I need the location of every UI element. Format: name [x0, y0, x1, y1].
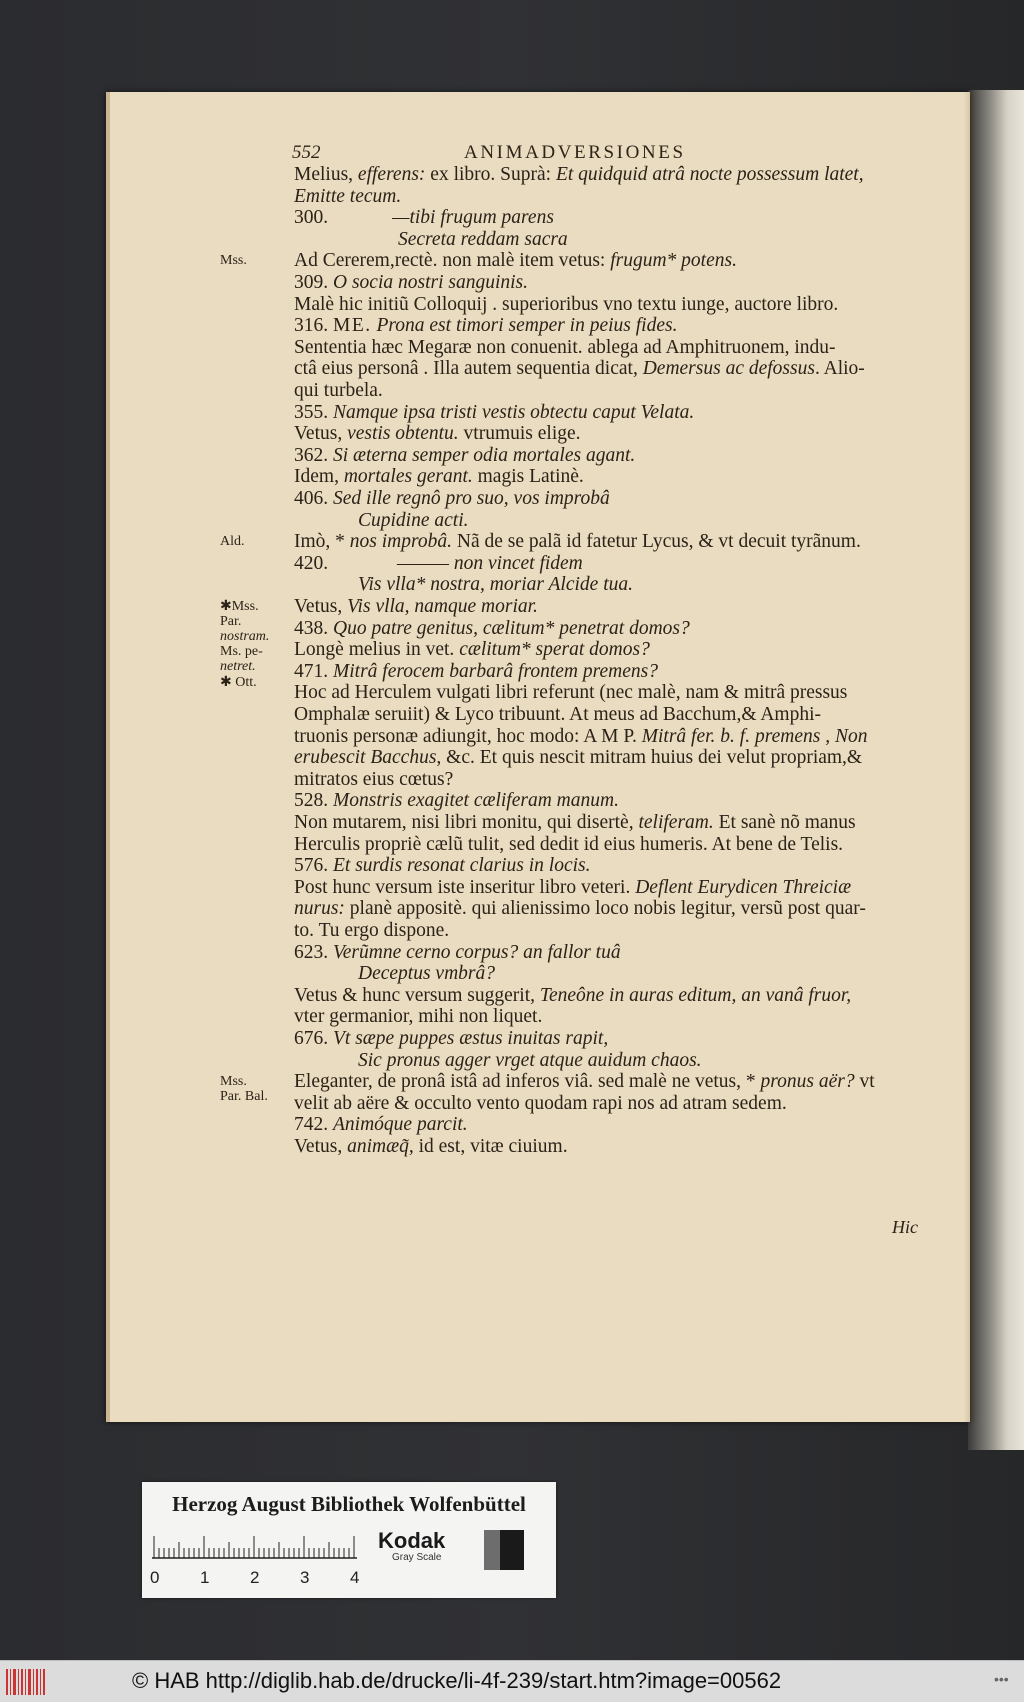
text-segment: Demersus ac defossus — [642, 358, 815, 380]
ruler-number: 0 — [150, 1568, 160, 1587]
kodak-subtitle: Gray Scale — [392, 1552, 442, 1563]
text-line — [294, 466, 584, 488]
text-line — [294, 726, 867, 748]
text-segment: nurus: — [294, 898, 345, 920]
text-segment: Cupidine acti. — [358, 509, 469, 531]
text-line — [294, 358, 865, 380]
text-segment: animæq̃, — [347, 1136, 414, 1157]
text-line — [294, 855, 590, 877]
text-segment: Herculis propriè cælũ tulit, sed dedit id eius humeris. At bene de Telis. — [294, 833, 844, 855]
ruler-number: 3 — [300, 1568, 310, 1587]
text-line — [294, 639, 650, 661]
text-segment: 355. — [294, 401, 333, 423]
text-segment: Secreta reddam sacra — [398, 228, 568, 250]
text-segment: Longè melius in vet. — [294, 639, 460, 661]
text-segment: Malè hic initiũ Colloquij . superioribus vno textu iunge, auctore libro. — [294, 293, 839, 315]
text-segment: Melius, — [294, 164, 358, 185]
running-head: ANIMADVERSIONES — [464, 142, 686, 163]
text-segment: Vis vlla* nostra, moriar Alcide tua. — [358, 574, 633, 596]
text-segment: Et sanè nõ manus — [713, 812, 856, 833]
text-segment: Mitrâ fer. b. f. premens , Non — [641, 725, 868, 747]
text-line — [294, 1006, 542, 1028]
text-line — [294, 337, 836, 359]
text-segment: Namque ipsa tristi vestis obtectu caput Velata. — [333, 401, 695, 423]
text-segment: Vis vlla, namque moriar. — [347, 596, 538, 617]
text-segment: erubescit Bacchus, — [294, 747, 442, 769]
margin-note: ✱ Ott. — [220, 674, 257, 690]
text-segment: Animóque parcit. — [333, 1114, 468, 1136]
text-segment: 528. — [294, 790, 333, 812]
text-line — [294, 380, 383, 402]
text-line — [294, 553, 583, 575]
text-segment: Et quidquid atrâ nocte possessum latet, — [555, 164, 864, 185]
text-segment: Et surdis resonat clarius in locis. — [333, 855, 591, 877]
kodak-logo — [378, 1528, 488, 1568]
text-line — [294, 531, 861, 553]
margin-note: nostram. — [220, 629, 270, 645]
text-line — [294, 315, 677, 337]
text-segment: mortales gerant. — [343, 466, 473, 488]
text-segment: . Alio- — [814, 358, 865, 380]
text-segment: Vetus & hunc versum suggerit, — [294, 984, 540, 1006]
text-line — [294, 1028, 608, 1050]
text-segment: velit ab aëre & occulto vento quodam rapi nos ad atram sedem. — [294, 1092, 787, 1114]
text-segment: vter germanior, mihi non liquet. — [294, 1006, 543, 1028]
text-segment: magis Latinè. — [472, 466, 584, 488]
catchword: Hic — [892, 1217, 918, 1237]
text-segment: Emitte tecum. — [294, 185, 402, 207]
text-segment: Vetus, — [294, 423, 348, 445]
text-line — [294, 812, 856, 834]
text-line — [294, 877, 851, 899]
text-segment: Sed ille regnô pro suo, vos improbâ — [333, 488, 610, 509]
text-segment: 362. — [294, 444, 333, 466]
text-line — [294, 294, 838, 316]
text-segment: qui turbela. — [294, 380, 383, 401]
text-segment: 471. — [294, 660, 333, 682]
text-segment: Eleganter, de pronâ istâ ad inferos viâ. sed malè ne vetus, * — [294, 1071, 761, 1093]
more-options-icon[interactable]: ••• — [994, 1671, 1009, 1687]
margin-note: Par. — [220, 614, 242, 630]
text-segment: O socia nostri sanguinis. — [333, 272, 529, 293]
text-line — [294, 445, 635, 467]
facing-page-edge — [968, 90, 1024, 1450]
text-line — [294, 574, 633, 596]
text-line — [294, 186, 401, 208]
text-segment: nos improbâ. — [349, 531, 453, 553]
text-segment: 576. — [294, 855, 333, 877]
footer-bar — [0, 1660, 1024, 1702]
text-segment: &c. Et quis nescit mitram huius dei velut propriam,& — [441, 747, 863, 769]
ruler-number: 4 — [350, 1568, 360, 1587]
kodak-brand: Kodak — [378, 1528, 446, 1553]
text-segment: teliferam. — [638, 812, 714, 833]
text-segment: Prona est timori semper in peius fides. — [371, 315, 678, 337]
text-segment: 438. — [294, 617, 333, 639]
text-line — [294, 790, 619, 812]
text-segment: Imò, * — [294, 531, 350, 553]
text-segment: to. Tu ergo dispone. — [294, 920, 450, 941]
barcode-icon — [6, 1669, 46, 1695]
text-line — [294, 164, 864, 186]
text-segment: 676. — [294, 1028, 333, 1049]
margin-note: netret. — [220, 659, 256, 675]
text-segment: Omphalæ seruiit) & Lyco tribuunt. At meus ad Bacchum,& Amphi- — [294, 704, 821, 725]
ruler-number: 1 — [200, 1568, 210, 1587]
text-segment: Deceptus vmbrâ? — [358, 963, 496, 985]
text-segment: Quo patre genitus, cælitum* penetrat domos? — [333, 617, 690, 639]
text-segment: Teneône in auras editum, an vanâ fruor, — [539, 984, 852, 1006]
text-segment: Hoc ad Herculem vulgati libri referunt (nec malè, nam & mitrâ pressus — [294, 682, 848, 704]
text-segment: 420. — [294, 552, 333, 574]
text-line — [294, 661, 658, 683]
text-segment: Sententia hæc Megaræ non conuenit. ablega ad Amphitruonem, indu- — [294, 336, 836, 358]
text-segment: cælitum* sperat domos? — [459, 639, 650, 661]
text-segment: Ad Cererem,rectè. non malè item vetus: — [294, 250, 611, 272]
ruler-number: 2 — [250, 1568, 260, 1587]
copyright-url-link[interactable]: © HAB http://diglib.hab.de/drucke/li-4f-239/start.htm?image=00562 — [132, 1668, 782, 1693]
text-segment: Deflent Eurydicen Threiciæ — [635, 876, 852, 898]
text-segment: Non mutarem, nisi libri monitu, qui disertè, — [294, 812, 639, 833]
text-segment: Post hunc versum iste inseritur libro veteri. — [294, 876, 636, 898]
text-line — [294, 488, 610, 510]
text-line — [294, 423, 581, 445]
margin-note: Mss. — [220, 1074, 247, 1090]
text-segment: Nã de se palã id fatetur Lycus, & vt decuit tyrãnum. — [452, 531, 861, 553]
library-name: Herzog August Bibliothek Wolfenbüttel — [172, 1492, 526, 1516]
text-line — [294, 769, 453, 791]
text-segment: efferens: — [357, 164, 426, 185]
text-segment: pronus aër? — [760, 1071, 855, 1093]
text-segment: 316. — [294, 315, 333, 337]
text-line — [294, 618, 690, 640]
text-segment: mitratos eius cœtus? — [294, 768, 454, 790]
text-line — [294, 1136, 568, 1158]
page-header — [292, 142, 912, 166]
text-line — [294, 272, 528, 294]
margin-note: Mss. — [220, 253, 247, 269]
text-segment: Mitrâ ferocem barbarâ frontem premens? — [333, 660, 658, 682]
text-line — [294, 596, 538, 618]
margin-note: Ms. pe- — [220, 644, 263, 660]
ruler-numbers — [146, 1568, 366, 1588]
text-line — [294, 834, 843, 856]
page-number: 552 — [292, 142, 321, 163]
gray-scale-patch — [484, 1530, 524, 1570]
text-segment: Vt sæpe puppes æstus inuitas rapit, — [333, 1028, 609, 1049]
text-segment: truonis personæ adiungit, hoc modo: A M P. — [294, 725, 642, 747]
text-line — [294, 402, 694, 424]
margin-note: Par. Bal. — [220, 1089, 268, 1105]
text-line — [294, 963, 495, 985]
text-line — [294, 942, 621, 964]
text-segment: Si æterna semper odia mortales agant. — [333, 444, 636, 466]
text-segment: frugum* potens. — [610, 250, 737, 272]
text-segment: vt — [854, 1071, 875, 1093]
measurement-ruler — [152, 1534, 362, 1560]
text-line — [294, 1114, 468, 1136]
text-line — [294, 1093, 787, 1115]
text-line — [294, 747, 862, 769]
text-line — [294, 704, 821, 726]
text-line — [294, 920, 449, 942]
text-line — [294, 682, 847, 704]
text-segment: Vetus, — [294, 1136, 348, 1157]
text-segment: ex libro. Suprà: — [425, 164, 556, 185]
library-label-card — [142, 1482, 556, 1598]
text-segment: ctâ eius personâ . Illa autem sequentia dicat, — [294, 358, 643, 380]
text-segment: 309. — [294, 272, 333, 293]
text-segment: —tibi frugum parens — [392, 207, 554, 229]
text-line — [294, 510, 469, 532]
text-line — [294, 1071, 875, 1093]
text-segment: 300. — [294, 207, 329, 229]
text-segment: vtrumuis elige. — [458, 423, 581, 445]
text-segment: Vetus, — [294, 596, 348, 617]
margin-note: Ald. — [220, 534, 245, 550]
text-segment: 623. — [294, 941, 333, 963]
text-segment: ——— non vincet fidem — [397, 552, 583, 574]
text-segment: vestis obtentu. — [347, 423, 459, 445]
text-segment: Verũmne cerno corpus? an fallor tuâ — [333, 941, 621, 963]
text-segment: Monstris exagitet cæliferam manum. — [333, 790, 619, 812]
text-segment: planè appositè. qui alienissimo loco nobis legitur, versũ post quar- — [344, 898, 866, 920]
text-segment: Idem, — [294, 466, 344, 488]
text-segment: 406. — [294, 488, 333, 509]
text-line — [294, 207, 554, 229]
text-line — [294, 250, 737, 272]
text-segment: Sic pronus agger vrget atque auidum chaos. — [358, 1049, 702, 1071]
text-segment: ME. — [333, 315, 372, 337]
margin-note: ✱Mss. — [220, 599, 259, 614]
text-segment: 742. — [294, 1114, 333, 1136]
text-line — [294, 985, 851, 1007]
text-line — [294, 898, 866, 920]
text-segment: id est, vitæ ciuium. — [413, 1136, 568, 1157]
text-line — [294, 1050, 702, 1072]
text-line — [294, 229, 568, 251]
